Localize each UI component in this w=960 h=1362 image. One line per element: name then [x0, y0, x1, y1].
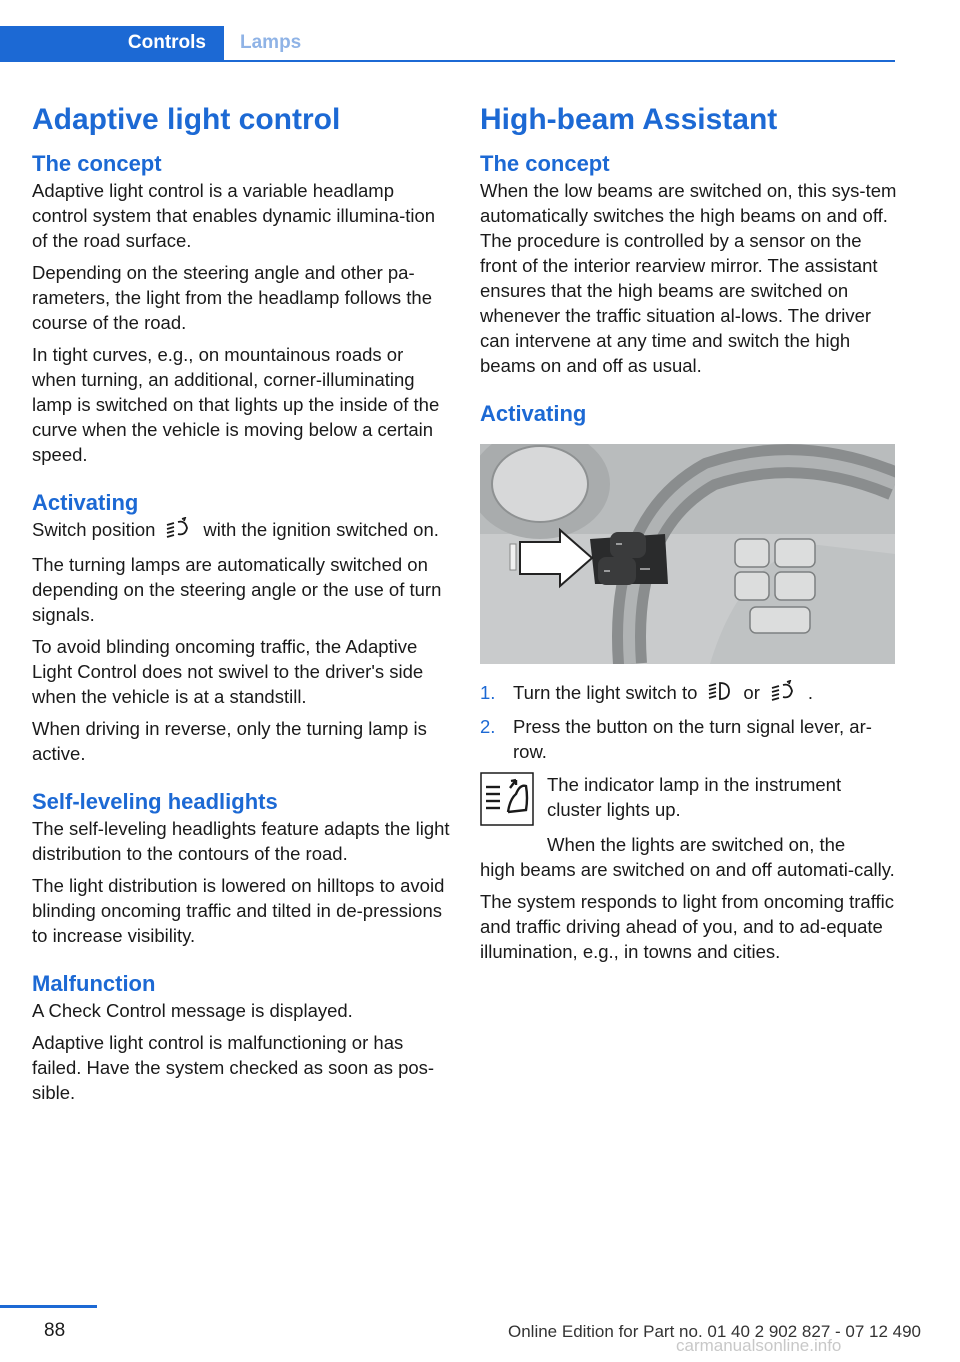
tab-lamps[interactable]: Lamps — [240, 32, 302, 53]
text-fragment: or — [743, 682, 760, 703]
list-item — [480, 714, 900, 764]
paragraph: In tight curves, e.g., on mountainous roads or when turning, an additional, corner-illuminating lamp is switched on that lights up the inside of the curve when the vehicle is moving below a certain speed. — [32, 344, 440, 465]
list-item — [480, 680, 900, 708]
low-beam-icon — [707, 680, 733, 708]
step-text: Press the button on the turn signal lever, ar‐row. — [513, 716, 872, 763]
text-fragment: Switch position — [32, 519, 156, 540]
paragraph: When the lights are switched on, the — [547, 834, 846, 856]
section-title-high-beam: High-beam Assistant — [480, 103, 778, 136]
paragraph: When driving in reverse, only the turning lamp is active. — [32, 718, 427, 765]
paragraph: When the low beams are switched on, this sys‐tem automatically switches the high beams on and off. The procedure is controlled by a sensor on the front of the interior rearview mirror. The assistant ensures that the high beams are switched on whenever the traffic situation al‐lows. The driver can intervene at any time and switch the high beams on and off as usual. — [480, 180, 897, 376]
paragraph: The light distribution is lowered on hilltops to avoid blinding oncoming traffic and tilted in de‐pressions to increase visibility. — [32, 875, 445, 947]
indicator-text: The indicator lamp in the instrument cluster lights up. — [547, 774, 842, 821]
paragraph: high beams are switched on and off automati‐cally. — [480, 859, 895, 881]
heading-concept: The concept — [32, 151, 162, 176]
header-rule — [0, 60, 895, 62]
steering-wheel-lever-illustration — [480, 444, 895, 664]
heading-activating: Activating — [32, 490, 139, 515]
step-number: 2. — [480, 716, 496, 738]
text-fragment: with the ignition switched on. — [203, 519, 439, 540]
steps-list — [480, 680, 900, 764]
heading-malfunction: Malfunction — [32, 971, 156, 997]
heading-self-leveling: Self-leveling headlights — [32, 789, 278, 815]
page-number: 88 — [44, 1320, 66, 1341]
paragraph: To avoid blinding oncoming traffic, the Adaptive Light Control does not swivel to the driver's side when the vehicle is at a standstill. — [32, 636, 424, 708]
heading-concept: The concept — [480, 151, 610, 176]
footer-rule — [0, 1305, 97, 1308]
paragraph-switch-position — [32, 517, 452, 545]
paragraph: The system responds to light from oncoming traffic and traffic driving ahead of you, and to ad‐equate illumination, e.g., in towns and cities. — [480, 891, 895, 963]
step-number: 1. — [480, 682, 496, 703]
high-beam-assistant-indicator-icon — [480, 772, 534, 826]
paragraph: Adaptive light control is malfunctioning or has failed. Have the system checked as soon as pos‐sible. — [32, 1032, 435, 1104]
watermark: carmanualsonline.info — [676, 1336, 842, 1355]
paragraph: The turning lamps are automatically switched on depending on the steering angle or the use of turn signals. — [32, 554, 442, 626]
heading-activating: Activating — [480, 401, 587, 426]
section-title-adaptive-light: Adaptive light control — [32, 103, 341, 136]
paragraph: A Check Control message is displayed. — [32, 1000, 353, 1022]
paragraph: Depending on the steering angle and other pa‐rameters, the light from the headlamp follows the course of the road. — [32, 262, 432, 333]
auto-headlight-icon — [165, 517, 193, 545]
indicator-note — [480, 772, 900, 826]
paragraph: Adaptive light control is a variable headlamp control system that enables dynamic illumina‐tion of the road surface. — [32, 180, 436, 251]
paragraph: The self-leveling headlights feature adapts the light distribution to the contours of the road. — [32, 818, 450, 865]
text-fragment: . — [807, 682, 813, 703]
left-column — [32, 100, 452, 1112]
auto-headlight-icon — [770, 680, 798, 708]
text-fragment: Turn the light switch to — [513, 682, 698, 703]
tab-controls[interactable]: Controls — [0, 26, 224, 60]
edition-note: Online Edition for Part no. 01 40 2 902 827 - 07 12 490 — [508, 1322, 922, 1341]
header-tabs — [0, 26, 895, 62]
right-column — [480, 100, 900, 971]
